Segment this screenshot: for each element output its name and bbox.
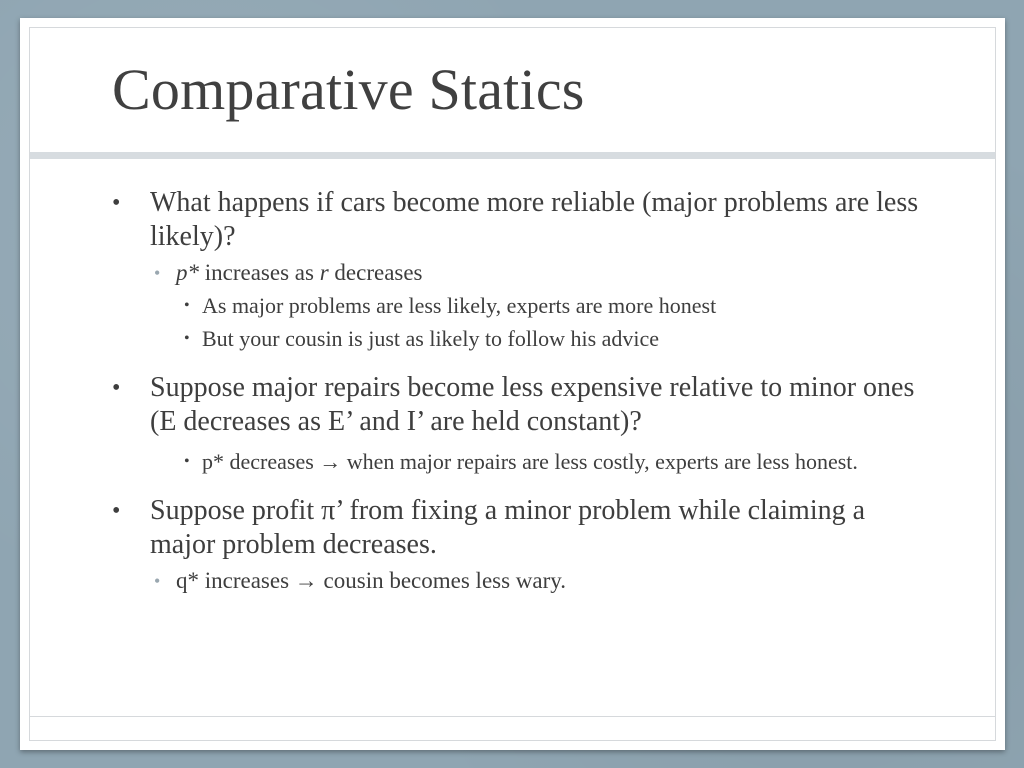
var-p-star: p* — [176, 260, 199, 285]
slide-content — [112, 186, 932, 595]
bullet-1-sub-1-text-a: increases as — [199, 260, 320, 285]
bullet-1-sub-1-sub-1-text: As major problems are less likely, experts are more honest — [202, 293, 717, 318]
bullet-dot: • — [154, 263, 161, 283]
bullet-3-text: Suppose profit π’ from fixing a minor problem while claiming a major problem decreases. — [150, 495, 866, 560]
bullet-dot: • — [112, 190, 121, 216]
bullet-1-text: What happens if cars become more reliable (major problems are less likely)? — [150, 187, 919, 252]
bullet-2-sub-1-text: p* decreases → when major repairs are less costly, experts are less honest. — [202, 449, 858, 474]
bullet-dot: • — [184, 453, 190, 470]
bullet-dot: • — [154, 571, 161, 591]
title-divider — [30, 152, 995, 159]
slide-title: Comparative Statics — [112, 57, 585, 122]
bullet-2 — [112, 371, 932, 439]
bullet-1 — [112, 186, 932, 254]
bullet-2-sub-1 — [112, 447, 932, 476]
bullet-dot: • — [112, 375, 121, 401]
slide — [20, 18, 1005, 750]
bullet-2-text: Suppose major repairs become less expensive relative to minor ones (E decreases as E’ and I’ are held constant)? — [150, 372, 915, 437]
bullet-1-sub-1-text-b: decreases — [328, 260, 423, 285]
bullet-1-sub-1-sub-2-text: But your cousin is just as likely to follow his advice — [202, 326, 660, 351]
bullet-1-sub-1 — [112, 259, 932, 287]
bullet-dot: • — [184, 330, 190, 347]
bullet-1-sub-1-sub-1 — [112, 291, 932, 320]
footer-divider — [30, 716, 995, 717]
bullet-3-sub-1 — [112, 567, 932, 595]
bullet-dot: • — [184, 297, 190, 314]
bullet-3-sub-1-text: q* increases → cousin becomes less wary. — [176, 568, 567, 593]
var-r: r — [319, 260, 329, 285]
bullet-3 — [112, 494, 932, 562]
bullet-dot: • — [112, 498, 121, 524]
bullet-1-sub-1-sub-2 — [112, 324, 932, 353]
